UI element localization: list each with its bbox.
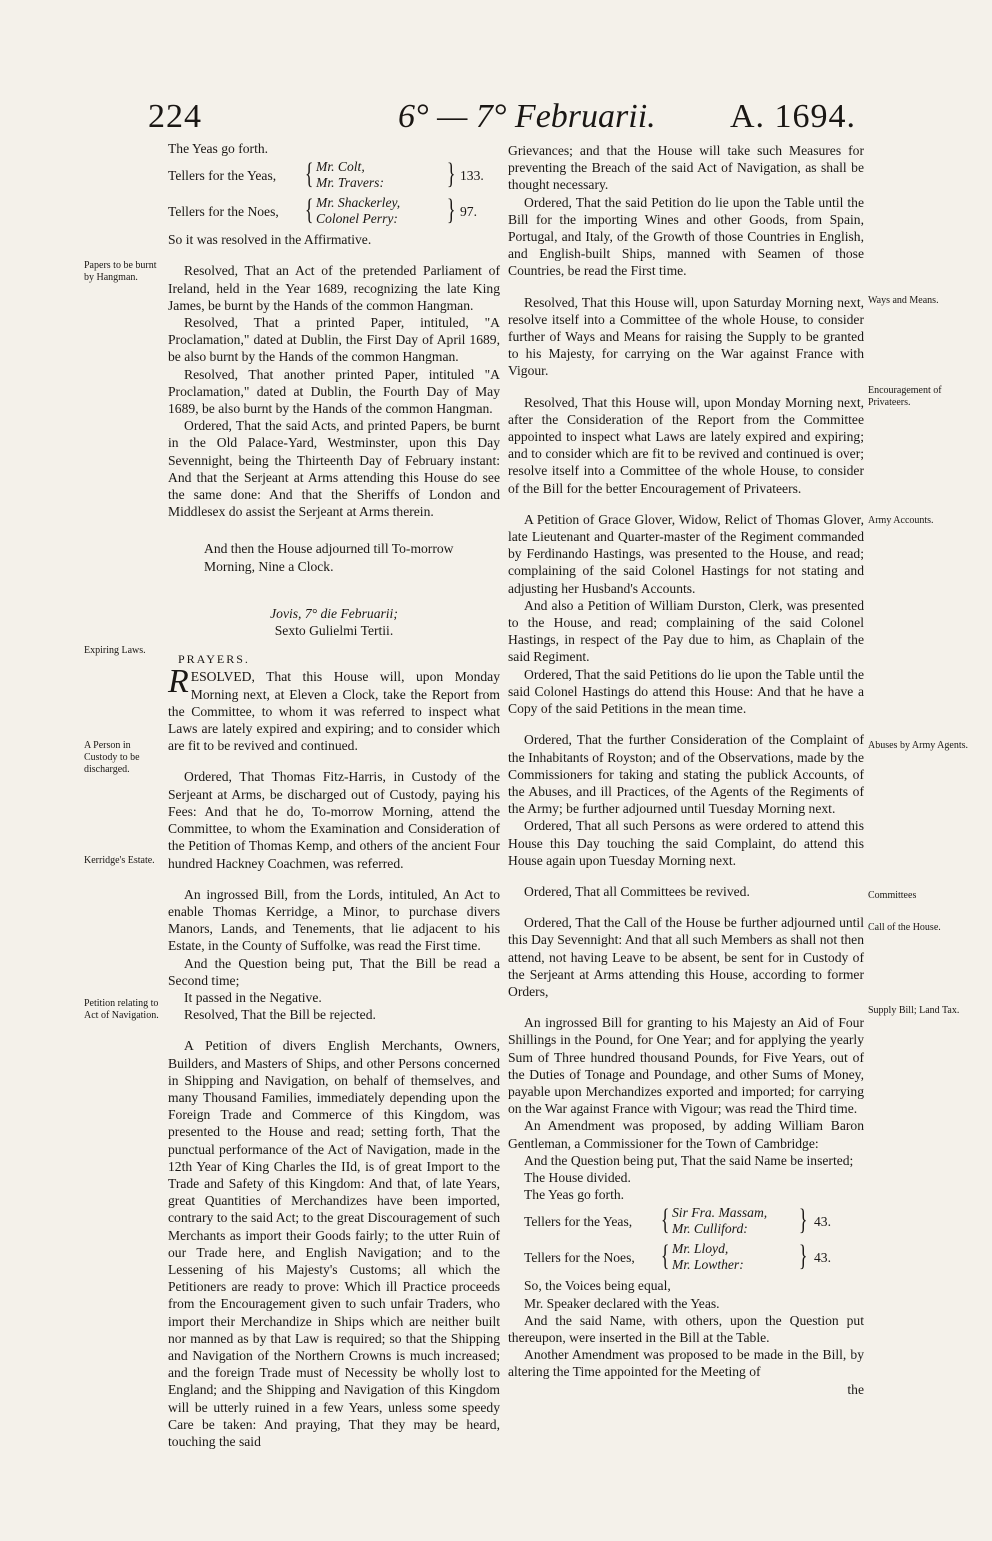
paragraph: So it was resolved in the Affirmative. — [168, 232, 372, 248]
reign-heading: Sexto Gulielmi Tertii. — [274, 623, 394, 639]
paragraph — [168, 663, 500, 754]
margin-note: A Person in Custody to be discharged. — [84, 740, 140, 775]
teller-count: 43. — [814, 1214, 831, 1230]
prayers-heading: PRAYERS. — [178, 652, 250, 667]
adjournment: And then the House adjourned till To-morrow Morning, Nine a Clock. — [204, 541, 454, 574]
paragraph: Another Amendment was proposed to be made in the Bill, by altering the Time appointed for the Meeting of — [508, 1347, 864, 1380]
catchword: the — [847, 1381, 864, 1397]
teller-name: Mr. Travers: — [316, 175, 384, 191]
day-heading: Jovis, 7° die Februarii; — [270, 605, 398, 621]
paragraph: Ordered, That the said Petition do lie upon the Table until the Bill for the importing Wines and other Goods, from Spain, Portugal, and Italy, of the Growth of those Countries in English, and English-built Ships, manned with Seamen of those Countries, be read the First time. — [508, 194, 864, 279]
drop-cap: R — [168, 663, 189, 701]
margin-note: Papers to be burnt by Hangman. — [84, 260, 157, 283]
page-title: 6° — 7° Februarii. — [398, 98, 656, 135]
paragraph: Resolved, That this House will, upon Saturday Morning next, resolve itself into a Committee of the whole House, to consider further of Ways and Means for raising the Supply to be granted to his Majesty, for carrying on the War against France with Vigour. — [508, 294, 864, 379]
tellers-noes: Tellers for the Noes, { Mr. Shackerley, Colonel Perry: } 97. — [168, 193, 477, 227]
teller-name: Mr. Lloyd, — [672, 1241, 729, 1257]
right-column — [508, 142, 864, 1398]
paragraph: Ordered, That the said Petitions do lie upon the Table until the said Colonel Hastings do attend this House: And that he have a Copy of the said Petitions in the mean time. — [508, 666, 864, 717]
paragraph: Resolved, That another printed Paper, intituled "A Proclamation," dated at Dublin, the Fourth Day of May 1689, be also burnt by the Hands of the common Hangman. — [168, 366, 500, 417]
paragraph: And the said Name, with others, upon the Question put thereupon, were inserted in the Bill at the Table. — [508, 1312, 864, 1345]
tellers-label: Tellers for the Yeas, — [168, 168, 277, 184]
paragraph: Ordered, That the Call of the House be further adjourned until this Day Sevennight: And that all such Members as shall not then attend, not having Leave to be absent, be sent for in Custody of the Serjeant at Arms attending this House, according to former Orders, — [508, 915, 864, 999]
paragraph: Resolved, That this House will, upon Monday Morning next, after the Consideration of the Report from the Committee appointed to inspect what Laws are lately expired and expiring; and to consider which are fit to be revived and continued is over; resolve itself into a Committee of the whole House, to consider of the Bill for the better Encouragement of Privateers. — [508, 394, 864, 496]
paragraph: So, the Voices being equal, — [524, 1278, 671, 1294]
paragraph: Ordered, That all Committees be revived. — [524, 883, 750, 899]
margin-note: Ways and Means. — [868, 295, 939, 306]
teller-name: Mr. Culliford: — [672, 1221, 748, 1237]
paragraph: Ordered, That the further Consideration of the Complaint of the Inhabitants of Royston; and of the Observations, made by the Commissioners for taking and stating the publick Accounts, of the Abuses, and ill Practices, of the Agents of the Regiments of the Army; be further adjourned until Tuesday Morning next. — [508, 732, 864, 817]
teller-count: 43. — [814, 1250, 831, 1266]
house-divided: The House divided. — [524, 1169, 631, 1185]
paragraph: Resolved, That the Bill be rejected. — [184, 1007, 376, 1023]
tellers-noes: Tellers for the Noes, { Mr. Lloyd, Mr. Lowther: } 43. — [524, 1239, 831, 1273]
teller-count: 133. — [460, 168, 484, 184]
paragraph: Ordered, That all such Persons as were ordered to attend this House this Day touching the said Complaint, do attend this House again upon Tuesday Morning next. — [508, 818, 864, 868]
tellers-yeas: Tellers for the Yeas, { Sir Fra. Massam, Mr. Culliford: } 43. — [524, 1203, 831, 1237]
yeas-go-forth: The Yeas go forth. — [524, 1187, 625, 1203]
margin-note: Expiring Laws. — [84, 645, 146, 656]
paragraph: An ingrossed Bill, from the Lords, intituled, An Act to enable Thomas Kerridge, a Minor, to purchase divers Manors, Lands, and Tenements, that lie adjacent to his Estate, in the County of Suffolke, was read the First time. — [168, 886, 500, 954]
paragraph: Resolved, That a printed Paper, intituled, "A Proclamation," dated at Dublin, the First Day of April 1689, be also burnt by the Hands of the common Hangman. — [168, 315, 500, 365]
tellers-label: Tellers for the Noes, — [168, 204, 279, 220]
paragraph: And the Question being put, That the Bill be read a Second time; — [168, 955, 500, 988]
margin-note: Encouragement of Privateers. — [868, 385, 942, 408]
teller-name: Mr. Shackerley, — [316, 195, 401, 211]
paragraph: Resolved, That an Act of the pretended Parliament of Ireland, held in the Year 1689, recognizing the late King James, be burnt by the Hands of the common Hangman. — [168, 263, 500, 313]
yeas-go-forth: The Yeas go forth. — [168, 141, 269, 156]
page-number: 224 — [148, 98, 202, 135]
margin-note: Committees — [868, 890, 917, 901]
paragraph: A Petition of divers English Merchants, Owners, Builders, and Masters of Ships, and other Persons concerned in Shipping and Navigation, on behalf of themselves, and many Thousand Families, immediately depending upon the Foreign Trade and Commerce of this Kingdom, was presented to the House and read; setting forth, That the punctual performance of the Act of Navigation, made in the 12th Year of King Charles the IId, is of great Import to the Trade and Safety of this Kingdom: And that, of late Years, great Quantities of Merchandizes have been imported, contrary to the said Act; to the great Discouragement of such Merchants as import their Goods fairly; to the utter Ruin of our Trade here, and English Navigation; and to the Lessening of his Majesty's Customs; all which the Petitioners are ready to prove: Which ill Practice proceeds from the Encouragement given to such unfair Traders, who import their Merchandize in Ships which are neither built nor manned as by that Law is required; so that the Shipping and Navigation of the Northern Crowns is much increased; and the foreign Trade must of Necessity be wholly lost to England; and the Shipping and Navigation of this Kingdom will be utterly ruined in a few Years, unless some speedy Care be taken: And praying, That they may be heard, touching the said — [168, 1038, 500, 1449]
page-year: A. 1694. — [730, 98, 857, 135]
left-column — [168, 140, 500, 1464]
teller-name: Colonel Perry: — [316, 211, 398, 227]
paragraph: Ordered, That the said Acts, and printed Papers, be burnt in the Old Palace-Yard, Westminster, upon this Day Sevennight, being the Thirteenth Day of February instant: And that the Serjeant at Arms attending this House do see the same done: And that the Sheriffs of London and Middlesex do assist the Serjeant at Arms therein. — [168, 418, 500, 520]
teller-count: 97. — [460, 204, 477, 220]
paragraph-text: ESOLVED, That this House will, upon Monday Morning next, at Eleven a Clock, take the Report from the Committee, to whom it was referred to inspect what Laws are lately expired and expiring; and to consider which are fit to be revived and continued. — [168, 669, 500, 754]
teller-name: Mr. Lowther: — [672, 1257, 744, 1273]
paragraph: A Petition of Grace Glover, Widow, Relict of Thomas Glover, late Lieutenant and Quarter-master of the Regiment commanded by Ferdinando Hastings, was presented to the House, and read; complaining of the said Colonel Hastings for not stating and adjusting her Husband's Accounts. — [508, 511, 864, 596]
paragraph: Mr. Speaker declared with the Yeas. — [524, 1295, 720, 1311]
margin-note: Army Accounts. — [868, 515, 934, 526]
tellers-yeas: Tellers for the Yeas, { Mr. Colt, Mr. Travers: } 133. — [168, 157, 484, 191]
page-header — [148, 98, 938, 138]
paragraph: Grievances; and that the House will take such Measures for preventing the Breach of the said Act of Navigation, as shall be thought necessary. — [508, 143, 864, 193]
tellers-label: Tellers for the Noes, — [524, 1250, 635, 1266]
margin-note: Abuses by Army Agents. — [868, 740, 968, 751]
paragraph: Ordered, That Thomas Fitz-Harris, in Custody of the Serjeant at Arms, be discharged out of Custody, paying his Fees: And that he do, To-morrow Morning, attend the Committee, to whom the Examination and Consideration of the Petition of Thomas Kemp, and others of the ancient Four hundred Hackney Coachmen, was referred. — [168, 769, 500, 871]
margin-note: Call of the House. — [868, 922, 941, 933]
margin-note: Petition relating to Act of Navigation. — [84, 998, 159, 1021]
margin-note: Supply Bill; Land Tax. — [868, 1005, 960, 1016]
paragraph: And also a Petition of William Durston, Clerk, was presented to the House, and read; complaining of the said Colonel Hastings, in respect of the Pay due to him, as Chaplain of the said Regiment. — [508, 597, 864, 665]
paragraph: An Amendment was proposed, by adding William Baron Gentleman, a Commissioner for the Town of Cambridge: — [508, 1118, 864, 1151]
teller-name: Sir Fra. Massam, — [672, 1205, 768, 1221]
teller-name: Mr. Colt, — [316, 159, 365, 175]
margin-note: Kerridge's Estate. — [84, 855, 155, 866]
tellers-label: Tellers for the Yeas, — [524, 1214, 633, 1230]
paragraph: It passed in the Negative. — [184, 989, 322, 1005]
paragraph: And the Question being put, That the said Name be inserted; — [524, 1152, 854, 1168]
paragraph: An ingrossed Bill for granting to his Majesty an Aid of Four Shillings in the Pound, for One Year; and for applying the yearly Sum of Three hundred thousand Pounds, for Five Years, out of the Duties of Tonage and Poundage, and other Sums of Money, payable upon Merchandizes exported and imported; for carrying on the War against France with Vigour; was read the Third time. — [508, 1015, 864, 1117]
